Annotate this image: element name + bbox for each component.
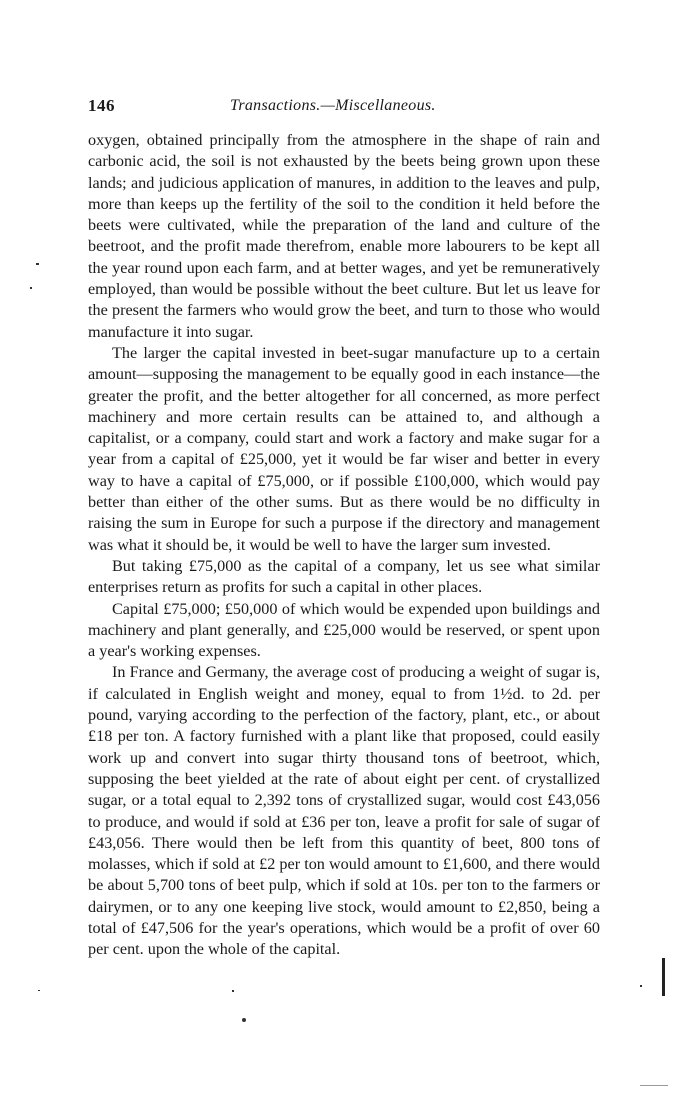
scan-speck <box>38 990 40 991</box>
margin-bar-mark <box>662 958 665 996</box>
scan-speck <box>242 1018 246 1022</box>
paragraph-capital-allocation: Capital £75,000; £50,000 of which would be expended upon buildings and machinery and plant generally, and £25,000 would be reserved, or spent upon a year's working expenses. <box>88 599 600 661</box>
body-text <box>88 130 600 961</box>
page-header <box>88 96 600 120</box>
scan-speck <box>640 985 642 987</box>
scan-speck <box>36 263 39 265</box>
scan-artifact-line <box>640 1085 668 1086</box>
paragraph-capital-investment: The larger the capital invested in beet-sugar manufacture up to a certain amount—supposing the management to be equally good in each instance—the greater the profit, and the better altogether for all concerned, as more perfect machinery and more certain results can be attained to, and although a capitalist, or a company, could start and work a factory and make sugar for a year from a capital of £25,000, yet it would be far wiser and better in every way to have a capital of £75,000, or if possible £100,000, which would pay better than either of the other sums. But as there would be no difficulty in raising the sum in Europe for such a purpose if the directory and management was what it should be, it would be well to have the larger sum invested. <box>88 343 600 554</box>
scan-speck <box>30 287 32 289</box>
paragraph-company-capital: But taking £75,000 as the capital of a company, let us see what similar enterprises return as profits for such a capital in other places. <box>88 556 600 597</box>
page-number: 146 <box>88 96 115 115</box>
running-head: Transactions.—Miscellaneous. <box>230 97 436 114</box>
paragraph-production-costs: In France and Germany, the average cost of producing a weight of sugar is, if calculated in English weight and money, equal to from 1½d. to 2d. per pound, varying according to the perfection of the factory, plant, etc., or about £18 per ton. A factory furnished with a plant like that proposed, could easily work up and convert into sugar thirty thousand tons of beetroot, which, supposing the beet yielded at the rate of about eight per cent. of crystallized sugar, or a total equal to 2,392 tons of crystallized sugar, would cost £43,056 to produce, and would if sold at £36 per ton, leave a profit for sale of sugar of £43,056. There would then be left from this quantity of beet, 800 tons of molasses, which if sold at £2 per ton would amount to £1,600, and there would be about 5,700 tons of beet pulp, which if sold at 10s. per ton to the farmers or dairymen, or to any one keeping live stock, would amount to £2,850, being a total of £47,506 for the year's operations, which would be a profit of over 60 per cent. upon the whole of the capital. <box>88 663 600 959</box>
paragraph-continued: oxygen, obtained principally from the atmosphere in the shape of rain and carbonic acid, the soil is not exhausted by the beets being grown upon these lands; and judicious application of manures, in addition to the leaves and pulp, more than keeps up the fertility of the soil to the condition it held before the beets were cultivated, while the preparation of the land and culture of the beetroot, and the profit made therefrom, enable more labourers to be kept all the year round upon each farm, and at better wages, and yet be remuneratively employed, than would be possible without the beet culture. But let us leave for the present the farmers who would grow the beet, and turn to those who would manufacture it into sugar. <box>88 131 600 341</box>
scan-speck <box>232 990 234 992</box>
